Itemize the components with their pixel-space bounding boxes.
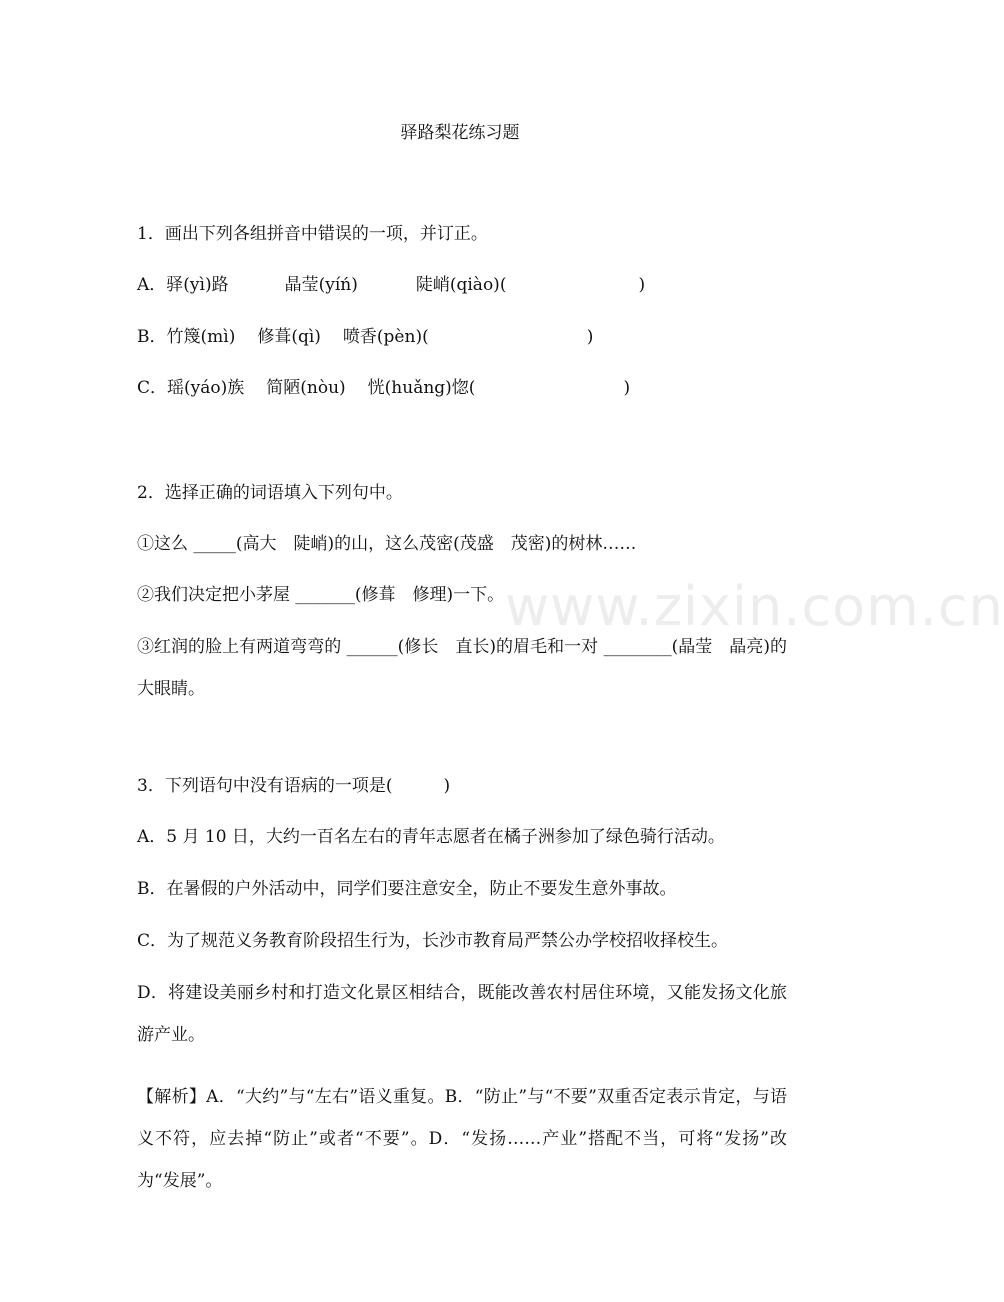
q3-stem: 3．下列语句中没有语病的一项是( ) <box>137 776 451 796</box>
q2-sentence-3: ③红润的脸上有两道弯弯的 ______(修长 直长)的眉毛和一对 ________(晶莹 晶亮)的大眼睛。 <box>137 637 787 699</box>
page-title: 驿路梨花练习题 <box>400 123 520 143</box>
q2-stem: 2．选择正确的词语填入下列句中。 <box>137 483 403 503</box>
q2-sentence-2: ②我们决定把小茅屋 _______(修葺 修理)一下。 <box>137 585 505 605</box>
q1-option-b: B．竹篾(mì) 修葺(qì) 喷香(pèn)( ) <box>137 327 594 347</box>
q3-option-c: C．为了规范义务教育阶段招生行为，长沙市教育局严禁公办学校招收择校生。 <box>137 931 729 951</box>
q1-stem: 1．画出下列各组拼音中错误的一项，并订正。 <box>137 224 488 244</box>
q1-option-a: A．驿(yì)路 晶莹(yíń) 陡峭(qiào)( ) <box>137 275 646 295</box>
watermark: www.zixin.com.cn <box>505 575 1004 638</box>
q3-analysis: 【解析】A．“大约”与“左右”语义重复。B．“防止”与“不要”双重否定表示肯定，与语义不符，应去掉“防止”或者“不要”。D．“发扬……产业”搭配不当，可将“发扬”改为“发展”。 <box>137 1087 787 1191</box>
q1-option-c: C．瑶(yáo)族 简陋(nòu) 恍(huǎng)惚( ) <box>137 378 631 398</box>
q3-option-b: B．在暑假的户外活动中，同学们要注意安全，防止不要发生意外事故。 <box>137 879 677 899</box>
q3-option-d: D．将建设美丽乡村和打造文化景区相结合，既能改善农村居住环境，又能发扬文化旅游产业。 <box>137 983 787 1045</box>
q3-option-a: A．5 月 10 日，大约一百名左右的青年志愿者在橘子洲参加了绿色骑行活动。 <box>137 827 725 847</box>
q2-sentence-1: ①这么 _____(高大 陡峭)的山，这么茂密(茂盛 茂密)的树林…… <box>137 534 637 554</box>
